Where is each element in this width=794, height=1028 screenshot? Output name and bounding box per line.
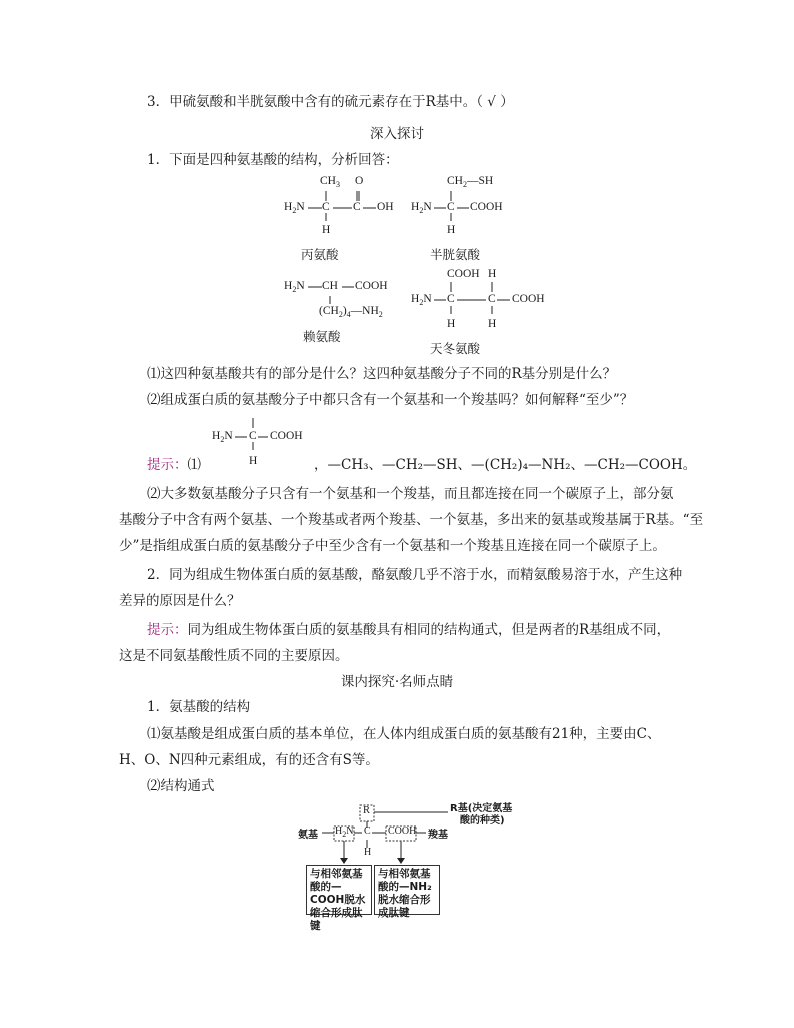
hint-label: 提示： [147, 457, 188, 473]
ala-ch3: $CH_3$ [320, 175, 340, 189]
asp-cooh-top: COOH [447, 268, 480, 280]
p1b-title: ⑵结构通式 [147, 778, 215, 794]
diagram-h: H [364, 847, 372, 858]
asp-bonds [446, 280, 506, 340]
hint1-r-groups: ，—CH₃、—CH₂—SH、—(CH₂)₄—NH₂、—CH₂—COOH。 [314, 457, 697, 473]
section-heading-deep: 深入探讨 [370, 126, 424, 142]
diagram-cooh: COOH [388, 826, 417, 837]
hint2-line3: 少”是指组成蛋白质的氨基酸分子中至少含有一个氨基和一个羧基且连接在同一个碳原子上。 [119, 538, 666, 554]
hint1-c: C [249, 430, 257, 442]
diagram-amino-label: 氨基 [298, 830, 318, 841]
hint1-line: 提示：⑴ [147, 457, 201, 473]
asp-h1: H [447, 318, 456, 330]
hint3-label: 提示： [147, 622, 188, 638]
asp-c2: C [488, 293, 496, 305]
diagram-box-amino: 与相邻氨基酸的—COOH脱水缩合形成肽键 [306, 865, 372, 915]
cysteine-name: 半胱氨酸 [430, 247, 481, 262]
q3-text: 3．甲硫氨酸和半胱氨酸中含有的硫元素存在于R基中。（ √ ） [147, 94, 514, 110]
diagram-c: C [364, 826, 371, 837]
q2-line1: 2．同为组成生物体蛋白质的氨基酸，酪氨酸几乎不溶于水，而精氨酸易溶于水，产生这种 [147, 567, 683, 583]
hint1-h: H [249, 455, 258, 467]
lys-side-chain: $(CH_2)_4—NH_2$ [319, 305, 383, 319]
hint2-line1: ⑵大多数氨基酸分子只含有一个氨基和一个羧基，而且都连接在同一个碳原子上，部分氨 [147, 486, 674, 502]
cys-cooh: COOH [470, 201, 503, 213]
ala-o: O [355, 175, 364, 187]
q2-line2: 差异的原因是什么？ [119, 593, 241, 609]
asp-h-top: H [488, 268, 497, 280]
hint2-line2: 基酸分子中含有两个氨基、一个羧基或者两个羧基、一个氨基，多出来的氨基或羧基属于R基。“至 [119, 512, 704, 528]
p1a-line1: ⑴氨基酸是组成蛋白质的基本单位，在人体内组成蛋白质的氨基酸有21种，主要由C、 [147, 726, 661, 742]
p1-title: 1．氨基酸的结构 [147, 699, 251, 715]
lys-h2n: $H_2N$ [284, 280, 305, 294]
q1-text: 1．下面是四种氨基酸的结构，分析回答： [147, 152, 399, 168]
cys-ch2: $CH_2—SH$ [447, 175, 494, 189]
alanine-name: 丙氨酸 [301, 247, 339, 262]
asp-c1: C [447, 293, 455, 305]
section-heading-class: 课内探究·名师点睛 [340, 674, 454, 690]
hint3-line2: 这是不同氨基酸性质不同的主要原因。 [119, 648, 349, 664]
diagram-box-carboxyl: 与相邻氨基酸的—NH₂脱水缩合形成肽键 [374, 865, 440, 915]
p1a-line2: H、O、N四种元素组成，有的还含有S等。 [119, 752, 379, 768]
hint1-bonds [248, 418, 258, 478]
cys-h2n: $H_2N$ [411, 201, 432, 215]
diagram-carboxyl-label: 羧基 [428, 830, 448, 841]
ala-c2: C [353, 201, 361, 213]
sub-question-1: ⑴这四种氨基酸共有的部分是什么？这四种氨基酸分子不同的R基分别是什么？ [147, 366, 617, 382]
asp-h2: H [488, 318, 497, 330]
asp-cooh: COOH [512, 293, 545, 305]
ala-c1: C [322, 201, 330, 213]
asp-h2n: $H_2N$ [411, 293, 432, 307]
diagram-r-label: R基(决定氨基 酸的种类) [450, 803, 513, 826]
ala-h2n: $H_2N$ [284, 201, 305, 215]
aspartic-name: 天冬氨酸 [430, 341, 481, 356]
cys-c: C [447, 201, 455, 213]
lys-cooh: COOH [355, 280, 388, 292]
hint1-h2n: $H_2N$ [212, 430, 233, 444]
sub-question-2: ⑵组成蛋白质的氨基酸分子中都只含有一个氨基和一个羧基吗？如何解释“至少”？ [147, 392, 634, 408]
lysine-name: 赖氨酸 [303, 329, 341, 344]
cys-bonds [446, 188, 456, 248]
cys-h: H [447, 224, 456, 236]
hint1-cooh: COOH [270, 430, 303, 442]
diagram-h2n: $H_2N$ [335, 826, 354, 839]
hint3-line1: 提示：同为组成生物体蛋白质的氨基酸具有相同的结构通式，但是两者的R基组成不同， [147, 622, 671, 638]
diagram-r: R [363, 805, 371, 816]
ala-oh: OH [377, 201, 394, 213]
lys-ch: CH [322, 280, 338, 292]
ala-h: H [322, 224, 331, 236]
